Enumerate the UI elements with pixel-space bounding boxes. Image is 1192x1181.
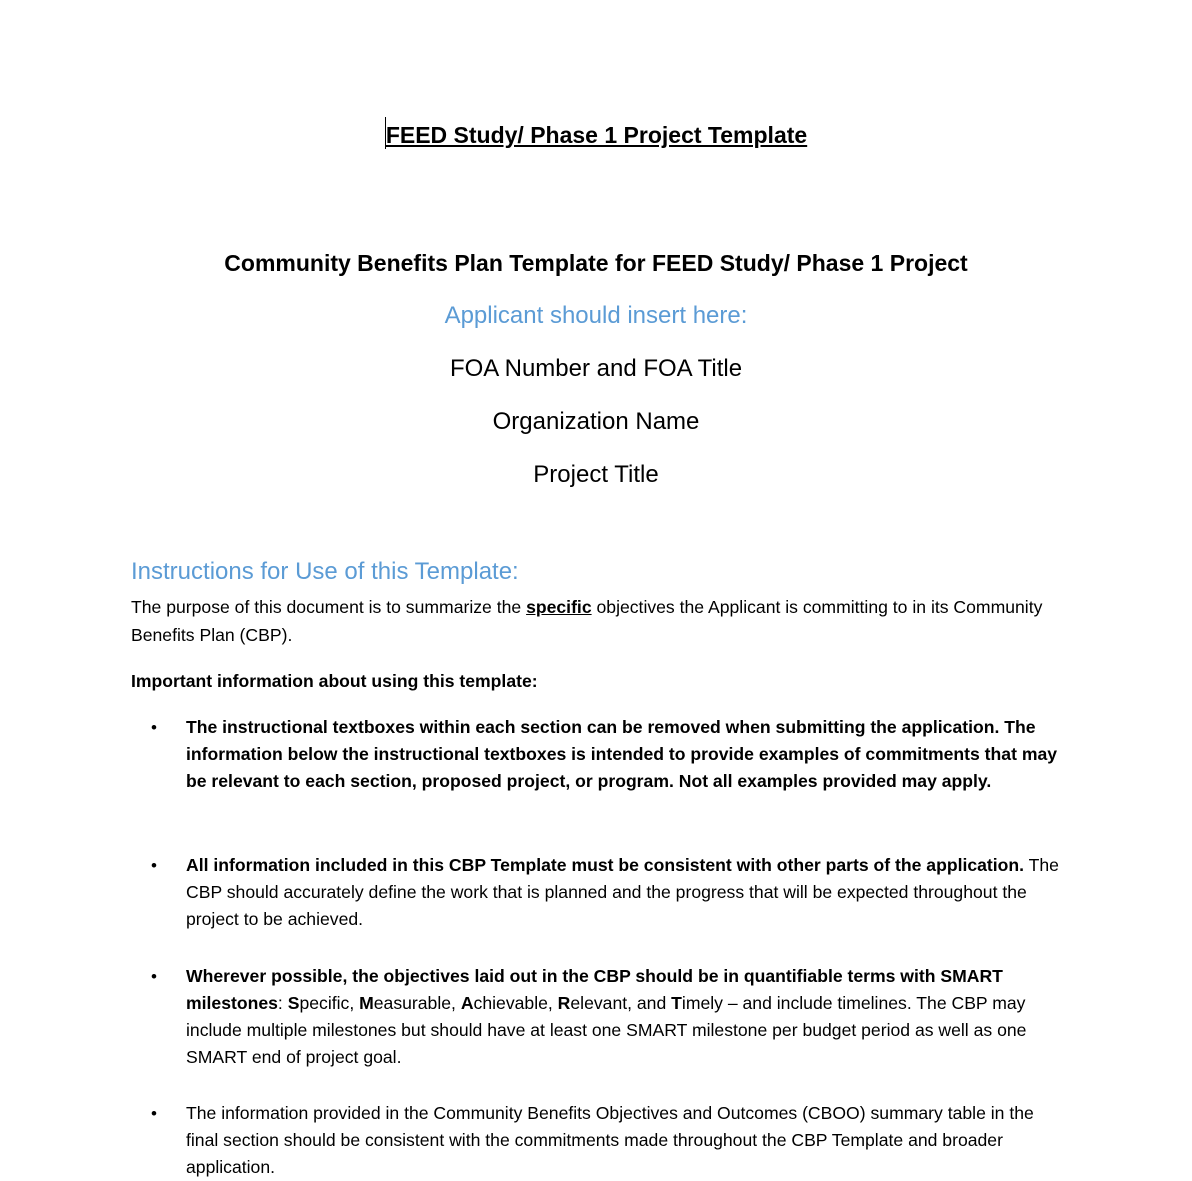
bullet-text: The information provided in the Community Benefits Objectives and Outcomes (CBOO) summary table in the final section should be consistent with the commitments made throughout the CBP Template and broader application. bbox=[186, 1103, 1034, 1177]
bullet-text: imely – and include timelines. The CBP may include multiple milestones but should have at least one SMART milestone per budget period as well as one SMART end of project goal. bbox=[186, 993, 1027, 1067]
bullet-text: pecific, bbox=[299, 993, 360, 1013]
bullet-icon: • bbox=[151, 718, 157, 737]
smart-letter: R bbox=[557, 993, 571, 1013]
purpose-text-end: objectives the Applicant is committing to in its Community Benefits Plan (CBP). bbox=[131, 597, 1043, 645]
placeholder-organization: Organization Name bbox=[492, 408, 700, 435]
list-item bbox=[131, 714, 1066, 795]
document-title bbox=[0, 117, 1192, 149]
document-title-text: FEED Study/ Phase 1 Project Template bbox=[385, 122, 808, 148]
bullet-icon: • bbox=[151, 967, 157, 986]
smart-letter: T bbox=[671, 993, 682, 1013]
list-item bbox=[131, 852, 1066, 933]
bullet-text-bold: All information included in this CBP Template must be consistent with other parts of the application. bbox=[186, 855, 1025, 875]
instructions-heading: Instructions for Use of this Template: bbox=[131, 558, 519, 585]
bullet-text-bold: The instructional textboxes within each section can be removed when submitting the application. The information below the instructional textboxes is intended to provide examples of commitments that may be relevant to each section, proposed project, or program. Not all examples provided may apply. bbox=[186, 717, 1058, 791]
placeholder-project-title: Project Title bbox=[533, 461, 659, 488]
purpose-emphasis: specific bbox=[526, 597, 592, 617]
bullet-text: chievable, bbox=[473, 993, 558, 1013]
bullet-text: easurable, bbox=[373, 993, 461, 1013]
bullet-icon: • bbox=[151, 856, 157, 875]
bullet-text-bold: Wherever possible, the objectives laid out in the CBP should be in quantifiable terms with SMART milestones bbox=[186, 966, 1003, 1013]
plan-heading: Community Benefits Plan Template for FEED Study/ Phase 1 Project bbox=[224, 250, 968, 276]
insert-prompt: Applicant should insert here: bbox=[444, 302, 748, 329]
placeholder-foa: FOA Number and FOA Title bbox=[449, 355, 743, 382]
bullet-text: elevant, and bbox=[570, 993, 672, 1013]
purpose-paragraph bbox=[131, 593, 1066, 649]
bullet-icon: • bbox=[151, 1104, 157, 1123]
smart-letter: A bbox=[460, 993, 474, 1013]
purpose-text: The purpose of this document is to summarize the bbox=[131, 597, 527, 617]
smart-letter: S bbox=[287, 993, 300, 1013]
bullet-text: : bbox=[277, 993, 288, 1013]
important-label: Important information about using this template: bbox=[131, 671, 538, 691]
smart-letter: M bbox=[359, 993, 374, 1013]
list-item bbox=[131, 963, 1066, 1071]
bullet-text: The CBP should accurately define the work that is planned and the progress that will be expected throughout the project to be achieved. bbox=[186, 855, 1059, 929]
list-item bbox=[131, 1100, 1066, 1181]
